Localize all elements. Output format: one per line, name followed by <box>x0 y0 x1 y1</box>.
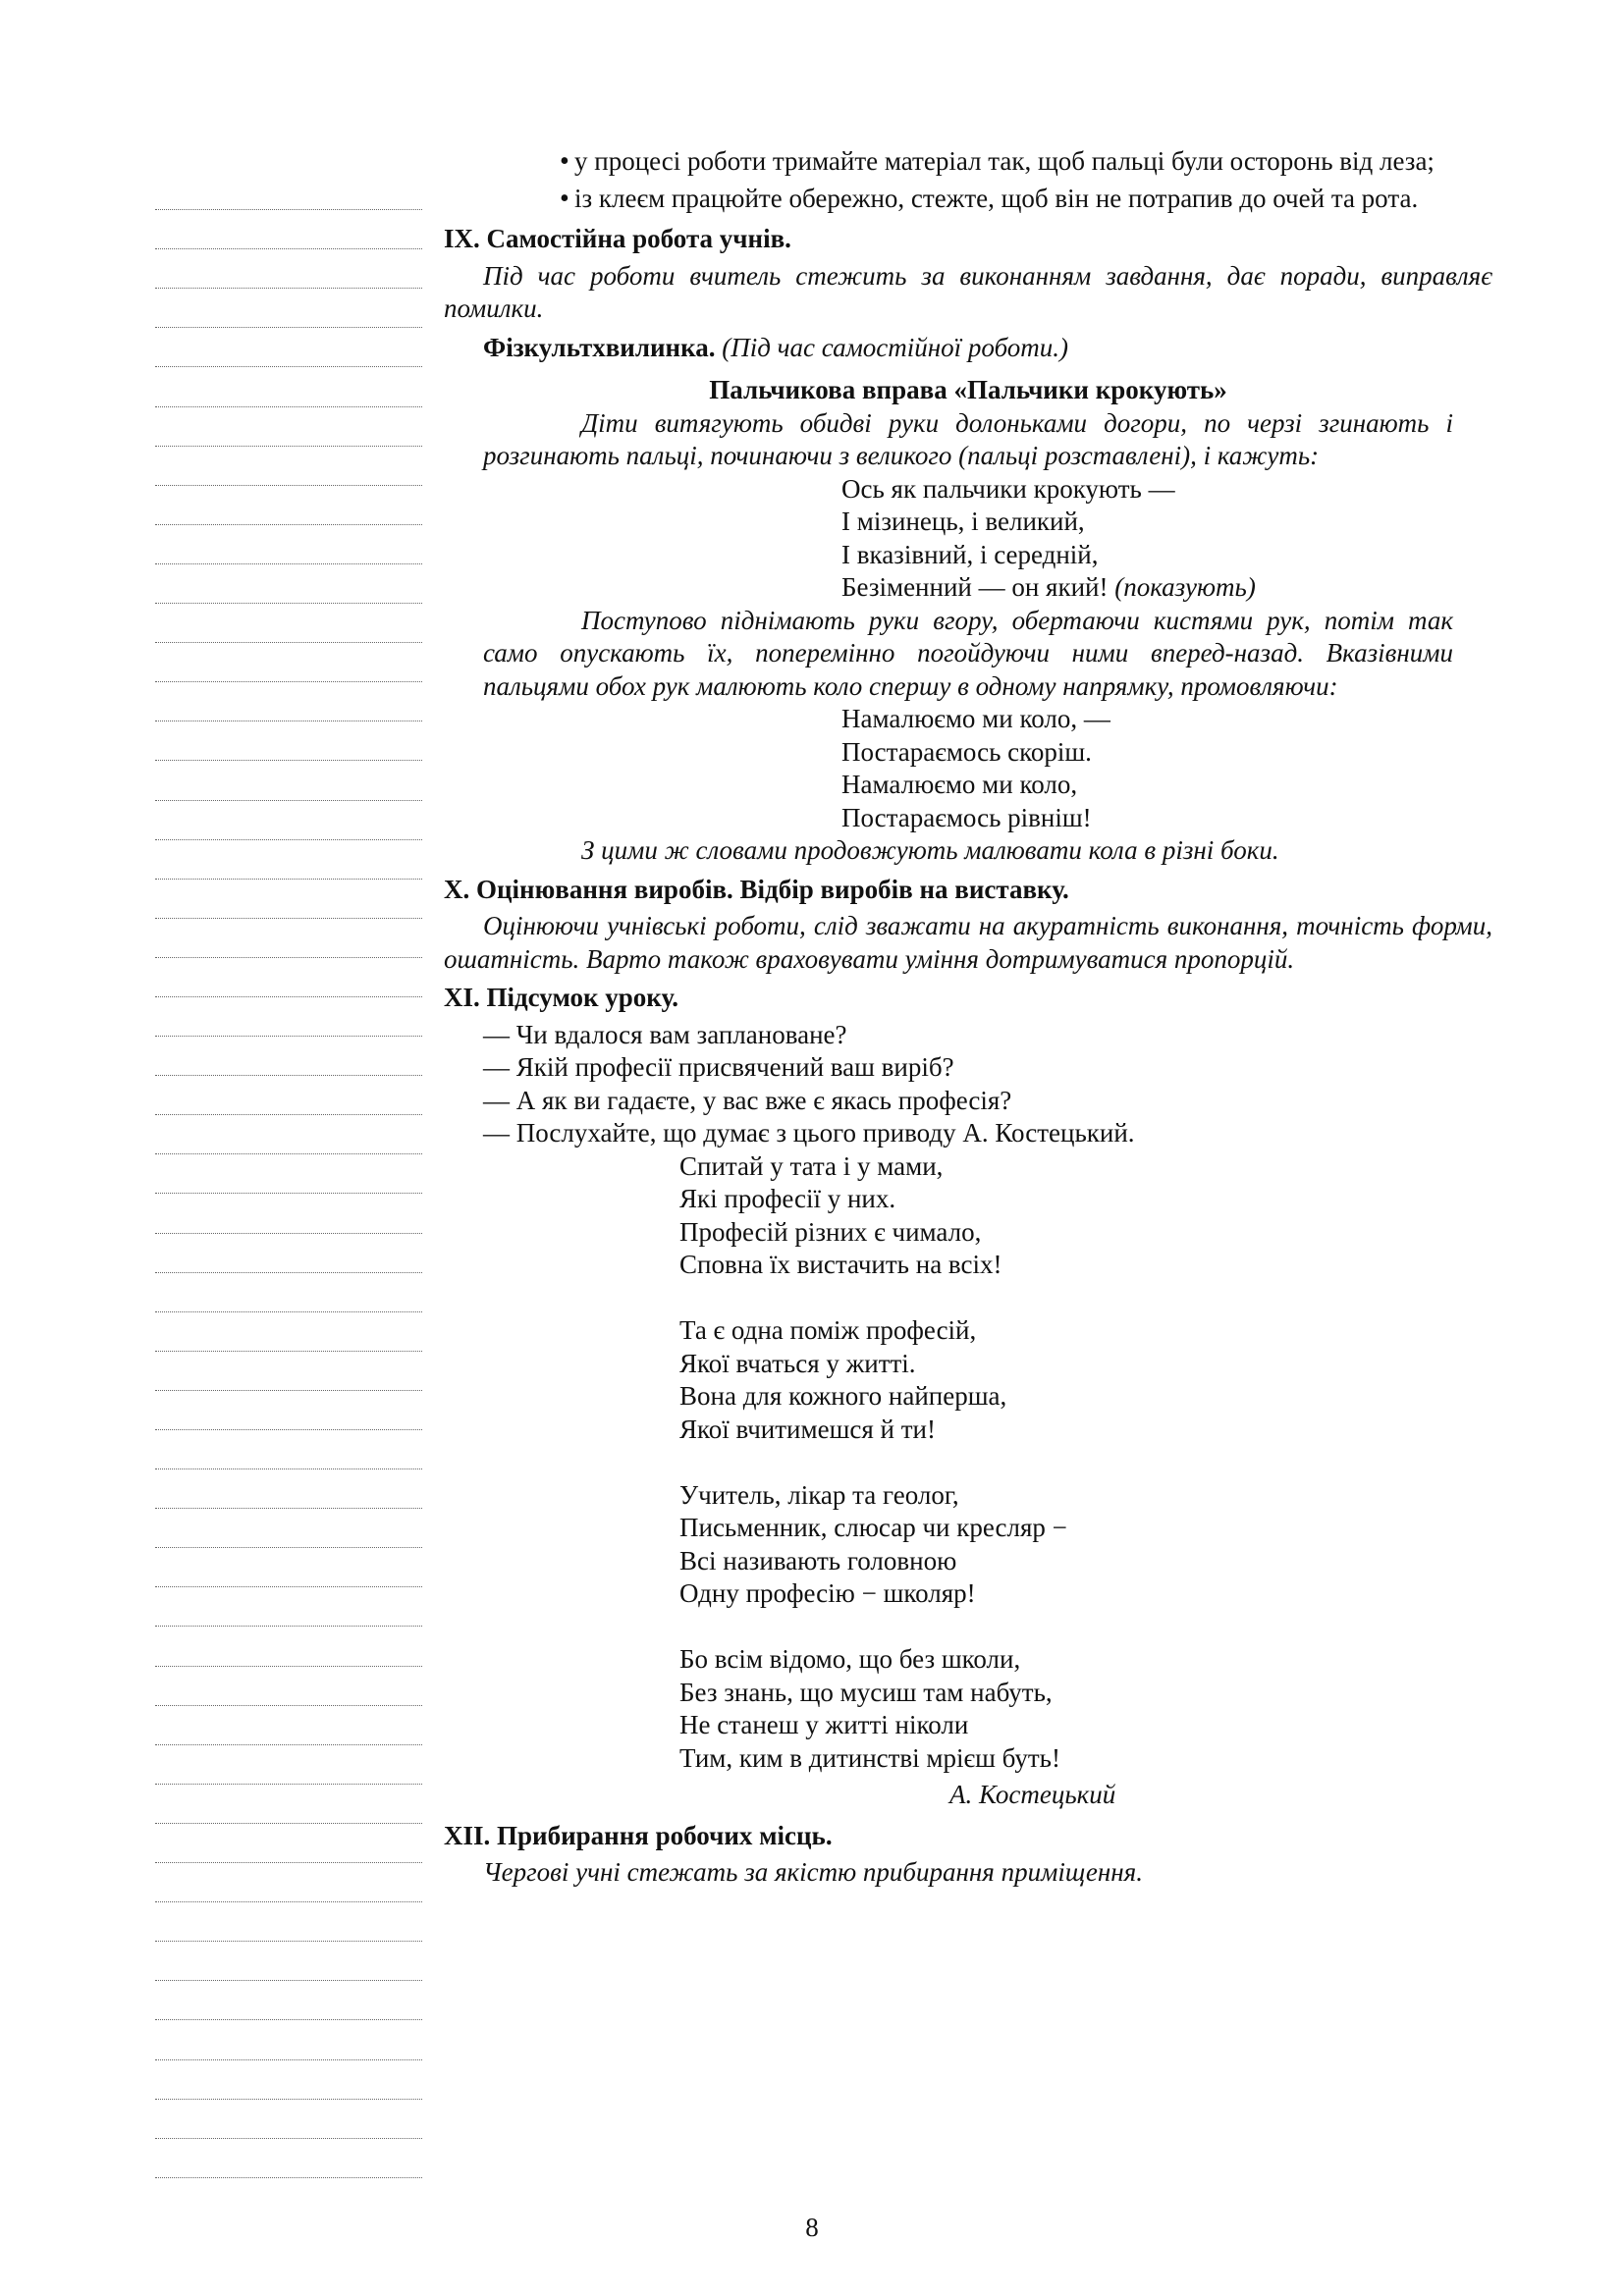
exercise-title: Пальчикова вправа «Пальчики крокують» <box>709 375 1227 404</box>
note-line <box>155 801 422 840</box>
bullet-item: • із клеєм працюйте обережно, стежте, щоб він не потрапив до очей та рота. <box>444 183 1492 216</box>
note-line <box>155 2060 422 2100</box>
fizkult-line <box>444 332 1492 365</box>
poem-line: Та є одна поміж професій, <box>679 1315 977 1345</box>
note-line <box>155 2139 422 2178</box>
note-line <box>155 2100 422 2139</box>
note-line <box>155 1312 422 1352</box>
note-line <box>155 1706 422 1745</box>
verse-line: Намалюємо ми коло, — <box>841 704 1110 733</box>
poem-line: Бо всім відомо, що без школи, <box>679 1644 1021 1674</box>
exercise-intro: Діти витягують обидві руки долоньками догори, по черзі згинають і розгинають пальці, починаючи з великого (пальці розставлені), і кажуть: <box>483 407 1453 470</box>
verse-note: (показують) <box>1114 572 1256 602</box>
poem-stanza <box>679 1479 1492 1611</box>
bullet-item: • у процесі роботи тримайте матеріал так, щоб пальці були осторонь від леза; <box>444 145 1492 179</box>
note-line <box>155 525 422 564</box>
note-line <box>155 604 422 643</box>
note-line <box>155 1981 422 2020</box>
note-line <box>155 564 422 604</box>
exercise-end: З цими ж словами продовжують малювати кола в різні боки. <box>581 835 1279 865</box>
poem-line: Тим, ким в дитинстві мрієш буть! <box>679 1742 1060 1773</box>
note-line <box>155 1627 422 1666</box>
note-line <box>155 249 422 289</box>
note-line <box>155 1902 422 1942</box>
poem-line: Письменник, слюсар чи кресляр − <box>679 1513 1067 1542</box>
poem-line: Якої вчитимешся й ти! <box>679 1414 936 1444</box>
fizkult-label: Фізкультхвилинка. <box>483 332 716 362</box>
note-line <box>155 328 422 367</box>
dialogue-line: — Якій професії присвячений ваш виріб? <box>483 1052 954 1082</box>
note-line <box>155 1154 422 1194</box>
verse-line-with-note <box>841 571 1492 605</box>
section-text: Оцінюючи учнівські роботи, слід зважати на акуратність виконання, точність форми, ошатність. Варто також враховувати уміння дотримуватися пропорцій. <box>444 911 1492 974</box>
poem-line: Професій різних є чимало, <box>679 1216 982 1247</box>
section-text: Чергові учні стежать за якістю прибирання приміщення. <box>483 1857 1143 1887</box>
verse-line: І мізинець, і великий, <box>841 507 1085 536</box>
poem-line: Які професії у них. <box>679 1184 896 1213</box>
safety-bullets <box>444 145 1492 215</box>
verse-line: Намалюємо ми коло, <box>841 770 1078 799</box>
note-line <box>155 1509 422 1548</box>
note-line <box>155 1273 422 1312</box>
note-line <box>155 1785 422 1824</box>
poem-line: Всі називають головною <box>679 1545 957 1575</box>
poem-line: Учитель, лікар та геолог, <box>679 1479 959 1510</box>
note-line <box>155 1430 422 1469</box>
note-line <box>155 1667 422 1706</box>
finger-exercise <box>444 374 1492 868</box>
note-line <box>155 367 422 406</box>
fizkult-note: (Під час самостійної роботи.) <box>722 332 1069 362</box>
poem-line: Сповна їх вистачить на всіх! <box>679 1250 1002 1279</box>
note-line <box>155 1942 422 1981</box>
dialogue <box>444 1019 1492 1150</box>
poem-stanza <box>679 1643 1492 1775</box>
exercise-verse-2 <box>444 703 1492 834</box>
poem-line: Якої вчаться у житті. <box>679 1348 916 1378</box>
poem-line: Спитай у тата і у мами, <box>679 1150 944 1181</box>
note-line <box>155 171 422 210</box>
note-line <box>155 997 422 1037</box>
verse-line: Безіменний — он який! <box>841 572 1109 602</box>
notes-margin <box>155 171 422 2178</box>
dialogue-line: — А як ви гадаєте, у вас вже є якась професія? <box>483 1085 1012 1115</box>
poem-line: Одну професію − школяр! <box>679 1578 976 1608</box>
note-line <box>155 958 422 997</box>
verse-line: Постараємось рівніш! <box>841 802 1092 832</box>
note-line <box>155 1548 422 1587</box>
note-line <box>155 1587 422 1627</box>
note-line <box>155 880 422 919</box>
exercise-verse-1 <box>444 473 1492 605</box>
dialogue-line: — Чи вдалося вам заплановане? <box>483 1019 847 1049</box>
section-heading: XII. Прибирання робочих місць. <box>444 1820 833 1850</box>
note-line <box>155 1076 422 1115</box>
poem-line: Вона для кожного найперша, <box>679 1381 1007 1411</box>
note-line <box>155 643 422 682</box>
note-line <box>155 2020 422 2059</box>
dialogue-line: — Послухайте, що думає з цього приводу А. Костецький. <box>483 1118 1135 1148</box>
poem <box>444 1150 1492 1776</box>
note-line <box>155 1115 422 1154</box>
note-line <box>155 1824 422 1863</box>
page-content <box>444 145 1492 1896</box>
section-heading: IX. Самостійна робота учнів. <box>444 224 791 253</box>
note-line <box>155 1391 422 1430</box>
page-number: 8 <box>805 2213 819 2242</box>
note-line <box>155 1469 422 1509</box>
section-heading: X. Оцінювання виробів. Відбір виробів на виставку. <box>444 874 1069 904</box>
note-line <box>155 1194 422 1233</box>
poem-line: Без знань, що мусиш там набуть, <box>679 1677 1053 1707</box>
note-line <box>155 289 422 328</box>
verse-line: Постараємось скоріш. <box>841 736 1092 767</box>
note-line <box>155 761 422 800</box>
note-line <box>155 840 422 880</box>
note-line <box>155 1745 422 1785</box>
note-line <box>155 1352 422 1391</box>
note-line <box>155 486 422 525</box>
poem-stanza <box>679 1314 1492 1446</box>
note-line <box>155 447 422 486</box>
note-line <box>155 682 422 721</box>
note-line <box>155 1234 422 1273</box>
exercise-middle: Поступово піднімають руки вгору, обертаючи кистями рук, потім так само опускають їх, поперемінно погойдуючи ними вперед-назад. Вказівними пальцями обох рук малюють коло спершу в одному напрямку, промовляючи: <box>483 605 1453 701</box>
poem-author: А. Костецький <box>949 1780 1116 1809</box>
note-line <box>155 1037 422 1076</box>
poem-line: Не станеш у житті ніколи <box>679 1710 969 1739</box>
section-heading: XI. Підсумок уроку. <box>444 983 679 1012</box>
note-line <box>155 407 422 447</box>
note-line <box>155 919 422 958</box>
note-line <box>155 210 422 249</box>
poem-stanza <box>679 1150 1492 1282</box>
note-line <box>155 1863 422 1902</box>
section-text: Під час роботи вчитель стежить за виконанням завдання, дає поради, виправляє помилки. <box>444 260 1492 323</box>
note-line <box>155 721 422 761</box>
verse-line: Ось як пальчики крокують — <box>841 473 1175 504</box>
verse-line: І вказівний, і середній, <box>841 539 1099 569</box>
